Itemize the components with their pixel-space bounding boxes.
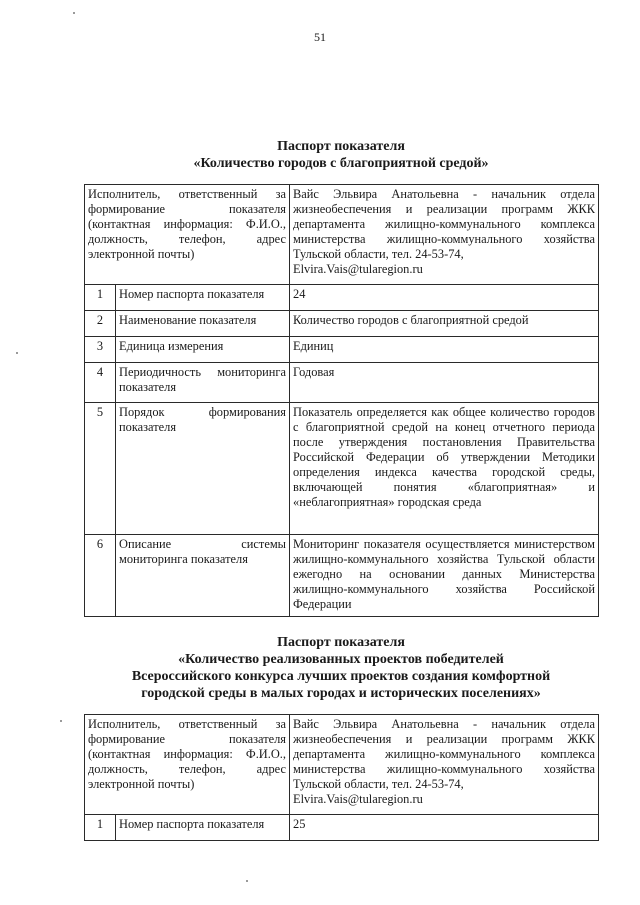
row-label: Периодичность мониторинга показателя — [116, 363, 290, 403]
scan-speck — [16, 352, 18, 354]
executor-email[interactable]: Elvira.Vais@tularegion.ru — [293, 262, 423, 276]
row-value: Единиц — [290, 337, 599, 363]
page-number: 51 — [314, 30, 326, 44]
row-label: Единица измерения — [116, 337, 290, 363]
executor-line: Вайс Эльвира Анатольевна - начальник отдела — [293, 717, 595, 731]
passport-2-heading-subtitle: Всероссийского конкурса лучших проектов создания комфортной — [131, 669, 551, 684]
row-number: 1 — [85, 285, 116, 311]
row-number: 1 — [85, 815, 116, 841]
row-label: Наименование показателя — [116, 311, 290, 337]
executor-line: жизнеобеспечения и реализации программ ЖКК — [293, 732, 595, 746]
row-value: Показатель определяется как общее количество городов с благоприятной средой на конец отчетного периода после утверждения постановления Правительства Российской Федерации об утверждении Методики определения индекса качества городской среды, включающей понятия «благоприятная» и «неблагоприятная» городская среда — [290, 403, 599, 535]
executor-label: Исполнитель, ответственный за формирование показателя (контактная информация: Ф.И.О., должность, телефон, адрес электронной почты) — [85, 715, 290, 815]
scan-speck — [60, 720, 62, 722]
executor-info — [290, 715, 599, 815]
executor-label: Исполнитель, ответственный за формирование показателя (контактная информация: Ф.И.О., должность, телефон, адрес электронной почты) — [85, 185, 290, 285]
table-row — [85, 535, 599, 617]
executor-line: департамента жилищно-коммунального комплекса — [293, 747, 595, 761]
row-label: Номер паспорта показателя — [116, 815, 290, 841]
table-row — [85, 285, 599, 311]
row-value: Мониторинг показателя осуществляется министерством жилищно-коммунального хозяйства Тульской области ежегодно на основании данных Министерства жилищно-коммунального хозяйства Российской Федерации — [290, 535, 599, 617]
passport-1-heading — [84, 138, 598, 172]
table-row — [85, 815, 599, 841]
row-label: Номер паспорта показателя — [116, 285, 290, 311]
table-row — [85, 311, 599, 337]
executor-email[interactable]: Elvira.Vais@tularegion.ru — [293, 792, 423, 806]
passport-1-heading-subtitle: «Количество городов с благоприятной средой» — [193, 156, 489, 171]
executor-row — [85, 715, 599, 815]
executor-line: Тульской области, тел. 24-53-74, — [293, 247, 464, 261]
executor-line: департамента жилищно-коммунального комплекса — [293, 217, 595, 231]
table-row — [85, 363, 599, 403]
row-label: Порядок формирования показателя — [116, 403, 290, 535]
executor-info — [290, 185, 599, 285]
row-number: 2 — [85, 311, 116, 337]
passport-2-heading-title: Паспорт показателя — [277, 635, 405, 650]
scan-speck — [246, 880, 248, 882]
row-number: 6 — [85, 535, 116, 617]
row-value: 24 — [290, 285, 599, 311]
table-row — [85, 403, 599, 535]
executor-row — [85, 185, 599, 285]
executor-line: жизнеобеспечения и реализации программ ЖКК — [293, 202, 595, 216]
executor-line: министерства жилищно-коммунального хозяйства — [293, 232, 595, 246]
passport-1-heading-title: Паспорт показателя — [277, 139, 405, 154]
passport-2-table — [84, 714, 599, 841]
table-row — [85, 337, 599, 363]
row-label: Описание системы мониторинга показателя — [116, 535, 290, 617]
row-number: 3 — [85, 337, 116, 363]
passport-2-heading — [84, 634, 598, 702]
scan-speck — [73, 12, 75, 14]
executor-line: Вайс Эльвира Анатольевна - начальник отдела — [293, 187, 595, 201]
row-value: Количество городов с благоприятной средой — [290, 311, 599, 337]
row-value: 25 — [290, 815, 599, 841]
passport-1-table — [84, 184, 599, 617]
executor-line: министерства жилищно-коммунального хозяйства — [293, 762, 595, 776]
row-number: 4 — [85, 363, 116, 403]
passport-2-heading-subtitle: «Количество реализованных проектов победителей — [178, 652, 504, 667]
row-value: Годовая — [290, 363, 599, 403]
executor-line: Тульской области, тел. 24-53-74, — [293, 777, 464, 791]
row-number: 5 — [85, 403, 116, 535]
passport-2-heading-subtitle: городской среды в малых городах и исторических поселениях» — [141, 686, 541, 701]
